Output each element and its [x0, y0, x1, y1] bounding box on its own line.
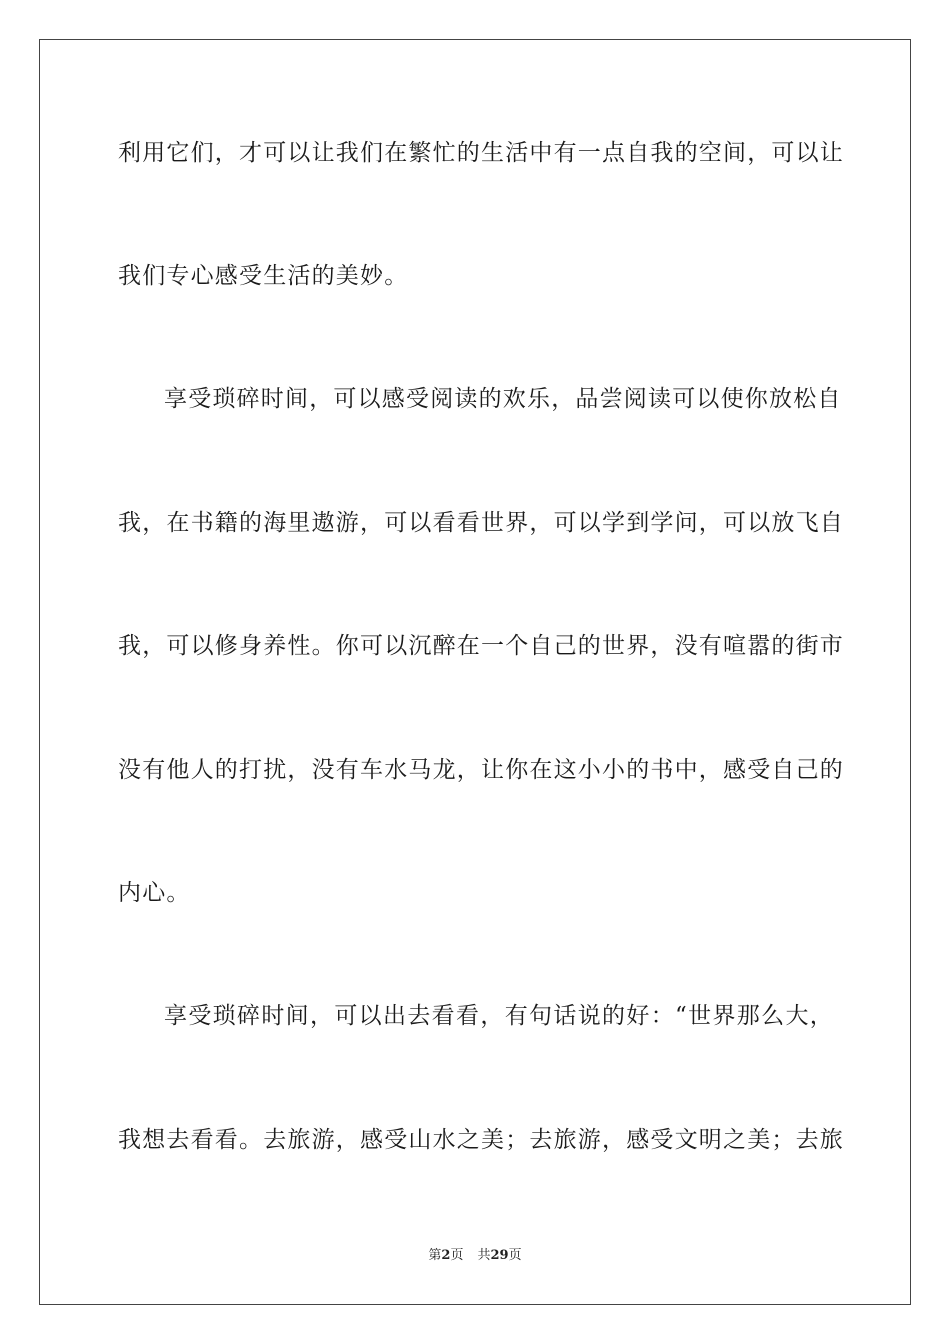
page-suffix: 页 — [450, 1248, 464, 1263]
paragraph-line: 我想去看看。去旅游，感受山水之美；去旅游，感受文明之美；去旅 — [118, 1127, 844, 1153]
paragraph-line: 内心。 — [118, 880, 191, 906]
paragraph-line: 利用它们，才可以让我们在繁忙的生活中有一点自我的空间，可以让 — [118, 140, 844, 166]
page-number — [428, 1248, 463, 1263]
paragraph-line: 没有他人的打扰，没有车水马龙，让你在这小小的书中，感受自己的 — [118, 757, 844, 783]
page-total — [477, 1248, 521, 1263]
total-prefix: 共 — [477, 1248, 491, 1263]
page-prefix: 第 — [428, 1248, 442, 1263]
current-page: 2 — [441, 1248, 451, 1263]
total-suffix: 页 — [508, 1248, 522, 1263]
page-border — [39, 39, 911, 1305]
total-pages: 29 — [490, 1248, 509, 1263]
page-footer — [0, 1247, 950, 1265]
paragraph-line: 享受琐碎时间，可以感受阅读的欢乐，品尝阅读可以使你放松自 — [164, 386, 842, 412]
paragraph-line: 我，在书籍的海里遨游，可以看看世界，可以学到学问，可以放飞自 — [118, 510, 844, 536]
paragraph-line: 我，可以修身养性。你可以沉醉在一个自己的世界，没有喧嚣的街市 — [118, 633, 844, 659]
paragraph-line: 我们专心感受生活的美妙。 — [118, 263, 409, 289]
paragraph-line: 享受琐碎时间，可以出去看看，有句话说的好：“世界那么大， — [164, 1003, 834, 1029]
